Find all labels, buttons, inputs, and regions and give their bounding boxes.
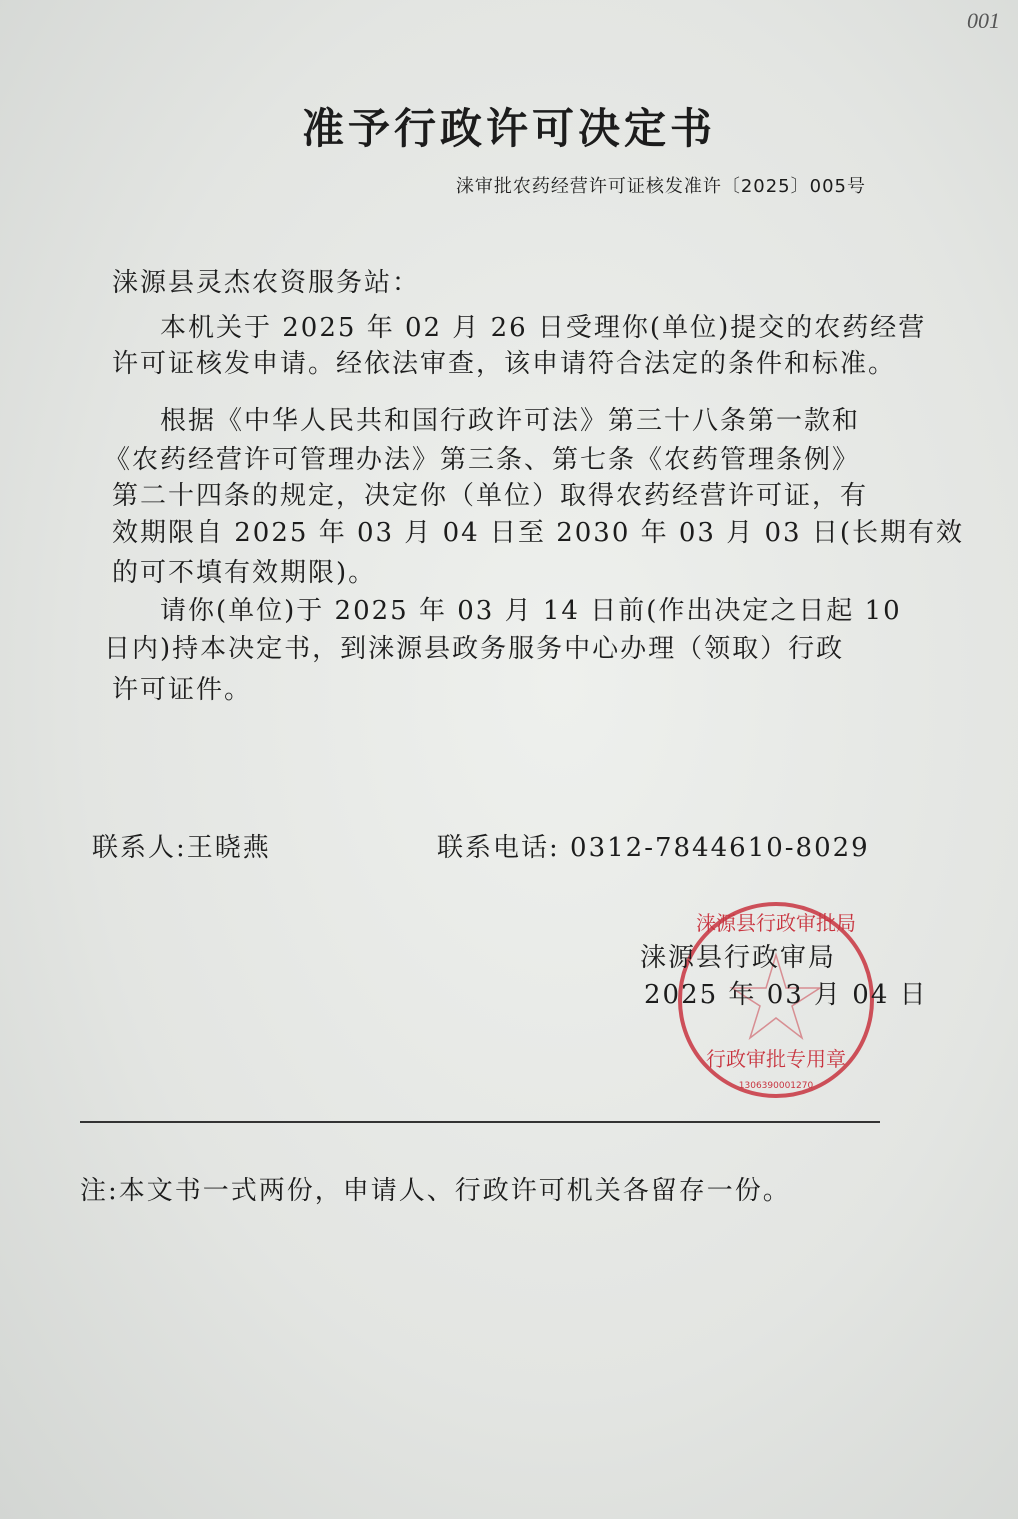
issuer-name: 涞源县行政审局	[640, 943, 837, 973]
contact-person: 联系人:王晓燕	[92, 833, 271, 863]
footnote: 注:本文书一式两份，申请人、行政许可机关各留存一份。	[80, 1176, 791, 1206]
seal-code: 1306390001270	[738, 1081, 814, 1091]
seal-bottom-text: 行政审批专用章	[706, 1047, 846, 1071]
divider-line	[80, 1121, 880, 1123]
contact-phone: 联系电话: 0312-7844610-8029	[437, 833, 870, 863]
paragraph-1-line: 许可证核发申请。经依法审查，该申请符合法定的条件和标准。	[112, 349, 897, 379]
paragraph-3-line: 请你(单位)于 2025 年 03 月 14 日前(作出决定之日起 10	[160, 596, 902, 626]
addressee: 涞源县灵杰农资服务站：	[112, 268, 421, 298]
seal-top-text: 涞源县行政审批局	[696, 911, 856, 935]
paragraph-1-line: 本机关于 2025 年 02 月 26 日受理你(单位)提交的农药经营	[160, 313, 927, 343]
paragraph-2-line: 效期限自 2025 年 03 月 04 日至 2030 年 03 月 03 日(长期有效	[112, 518, 964, 548]
issue-date: 2025 年 03 月 04 日	[644, 980, 928, 1010]
paragraph-3-line: 日内)持本决定书，到涞源县政务服务中心办理（领取）行政	[104, 634, 845, 664]
paragraph-2-line: 根据《中华人民共和国行政许可法》第三十八条第一款和	[160, 406, 861, 436]
document-title: 准予行政许可决定书	[301, 104, 716, 153]
document-number: 涞审批农药经营许可证核发准许〔2025〕005号	[455, 176, 866, 197]
paragraph-2-line: 的可不填有效期限)。	[112, 558, 377, 588]
paragraph-2-line: 第二十四条的规定，决定你（单位）取得农药经营许可证，有	[112, 481, 869, 511]
paragraph-2-line: 《农药经营许可管理办法》第三条、第七条《农药管理条例》	[104, 445, 861, 475]
handwritten-page-number: 001	[967, 8, 1000, 33]
paragraph-3-line: 许可证件。	[112, 675, 253, 705]
